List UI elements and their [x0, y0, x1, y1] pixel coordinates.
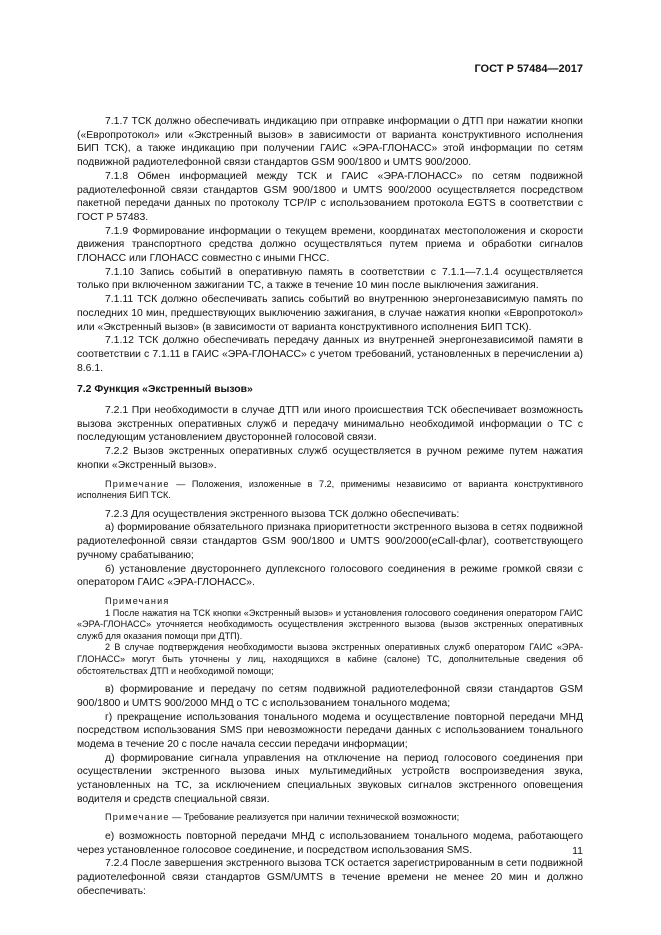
note-requirement	[77, 812, 583, 824]
paragraph-7-1-12: 7.1.12 ТСК должно обеспечивать передачу данных из внутренней энергонезависимой памяти в соответствии с 7.1.11 в ГАИС «ЭРА-ГЛОНАСС» с учетом требований, установленных в перечислении а) 8.6.1.	[77, 335, 583, 374]
paragraph-7-2-3: 7.2.3 Для осуществления экстренного вызова ТСК должно обеспечивать:	[105, 508, 460, 520]
paragraph-7-1-7: 7.1.7 ТСК должно обеспечивать индикацию при отправке информации о ДТП при нажатии кнопки («Европротокол» или «Экстренный вызов» в зависимости от варианта конструктивного исполнения БИП ТСК), а также индикацию при получении ГАИС «ЭРА-ГЛОНАСС» этой информации по сетям подвижной радиотелефонной связи стандартов GSM 900/1800 и UMTS 900/2000.	[77, 116, 583, 169]
list-item-v: в) формирование и передачу по сетям подвижной радиотелефонной связи стандартов GSM 900/1800 и UMTS 900/2000 МНД о ТС с использованием тонального модема;	[77, 684, 583, 709]
page-number: 11	[572, 845, 583, 857]
list-item-b: б) установление двустороннего дуплексного голосового соединения в режиме громкой связи с оператором ГАИС «ЭРА-ГЛОНАСС».	[77, 563, 583, 589]
paragraph-7-1-9: 7.1.9 Формирование информации о текущем времени, координатах местоположения и скорости движения транспортного средства должно осуществляться путем приема и обработки сигналов ГЛОНАСС или ГЛОНАСС совместно с иными ГНСС.	[77, 225, 583, 265]
note-7-2	[77, 479, 583, 502]
note-item-1: 1 После нажатия на ТСК кнопки «Экстренный вызов» и установления голосового соединения оператором ГАИС «ЭРА-ГЛОНАСС» уточняется необходимость осуществления экстренного вызова (вызов экстренных оперативных служб для оказания помощи при ДТП).	[77, 607, 583, 641]
paragraph-7-1-10: 7.1.10 Запись событий в оперативную память в соответствии с 7.1.1—7.1.4 осуществляется только при включенном зажигании ТС, а также в течение 10 мин после выключения зажигания.	[77, 266, 583, 292]
notes-label: Примечания	[105, 595, 170, 606]
list-item-a: а) формирование обязательного признака приоритетности экстренного вызова в сетях подвижной радиотелефонной связи стандартов GSM 900/1800 и UMTS 900/2000(eCall-флаг), соответствующего ручному срабатыванию;	[77, 522, 583, 561]
paragraph-7-2-4: 7.2.4 После завершения экстренного вызова ТСК остается зарегистрированным в сети подвижной радиотелефонной связи стандартов GSM/UMTS в течение времени не менее 20 мин и должно обеспечивать:	[77, 858, 583, 897]
list-item-d: д) формирование сигнала управления на отключение на период голосового соединения при осуществлении экстренного вызова иных мультимедийных устройств воспроизведения звука, установленных на ТС, за исключением специальных звуковых сигналов экстренного оповещения водителя и средств специальной связи.	[77, 752, 583, 805]
paragraph-7-1-11: 7.1.11 ТСК должно обеспечивать запись событий во внутреннюю энергонезависимую память по последних 10 мин, предшествующих выключению зажигания, в случае нажатия кнопки «Европротокол» или «Экстренный вызов» (в зависимости от варианта конструктивного исполнения БИП ТСК).	[77, 294, 583, 333]
paragraph-7-2-1: 7.2.1 При необходимости в случае ДТП или иного происшествия ТСК обеспечивает возможность вызова экстренных оперативных служб и передачу минимально необходимой информации о ТС с последующим установлением двусторонней голосовой связи.	[77, 405, 583, 444]
note-text: Требование реализуется при наличии технической возможности;	[183, 812, 460, 823]
note-item-2: 2 В случае подтверждения необходимости вызова экстренных оперативных служб оператором ГАИС «ЭРА-ГЛОНАСС» могут быть уточнены у лиц, находящихся в кабине (салоне) ТС, дополнительные сведения об обстоятельствах ДТП и необходимой помощи;	[77, 642, 583, 676]
note-dash: —	[176, 478, 186, 489]
section-heading-7-2: 7.2 Функция «Экстренный вызов»	[77, 384, 253, 396]
note-label: Примечание	[105, 478, 170, 489]
document-id-header: ГОСТ Р 57484—2017	[474, 63, 583, 75]
note-dash: —	[172, 812, 182, 823]
document-body	[77, 115, 583, 899]
list-item-g: г) прекращение использования тонального модема и осуществление повторной передачи МНД посредством использования SMS при невозможности передачи данных с использованием тонального модема в течение 20 с после начала сессии передачи информации;	[77, 711, 583, 750]
note-text: Положения, изложенные в 7.2, применимы независимо от варианта конструктивного исполнения БИП ТСК.	[77, 478, 583, 501]
list-item-e: е) возможность повторной передачи МНД с использованием тонального модема, работающего через установленное голосовое соединение, и посредством использования SMS.	[77, 831, 583, 856]
paragraph-7-1-8: 7.1.8 Обмен информацией между ТСК и ГАИС «ЭРА-ГЛОНАСС» по сетям подвижной радиотелефонной связи стандартов GSM 900/1800 и UMTS 900/2000 осуществляется посредством пакетной передачи данных по протоколу TCP/IP с использованием протокола EGTS в соответствии с ГОСТ Р 57483.	[77, 170, 583, 223]
paragraph-7-2-2: 7.2.2 Вызов экстренных оперативных служб осуществляется в ручном режиме путем нажатия кнопки «Экстренный вызов».	[77, 446, 583, 471]
note-label: Примечание	[105, 812, 170, 823]
